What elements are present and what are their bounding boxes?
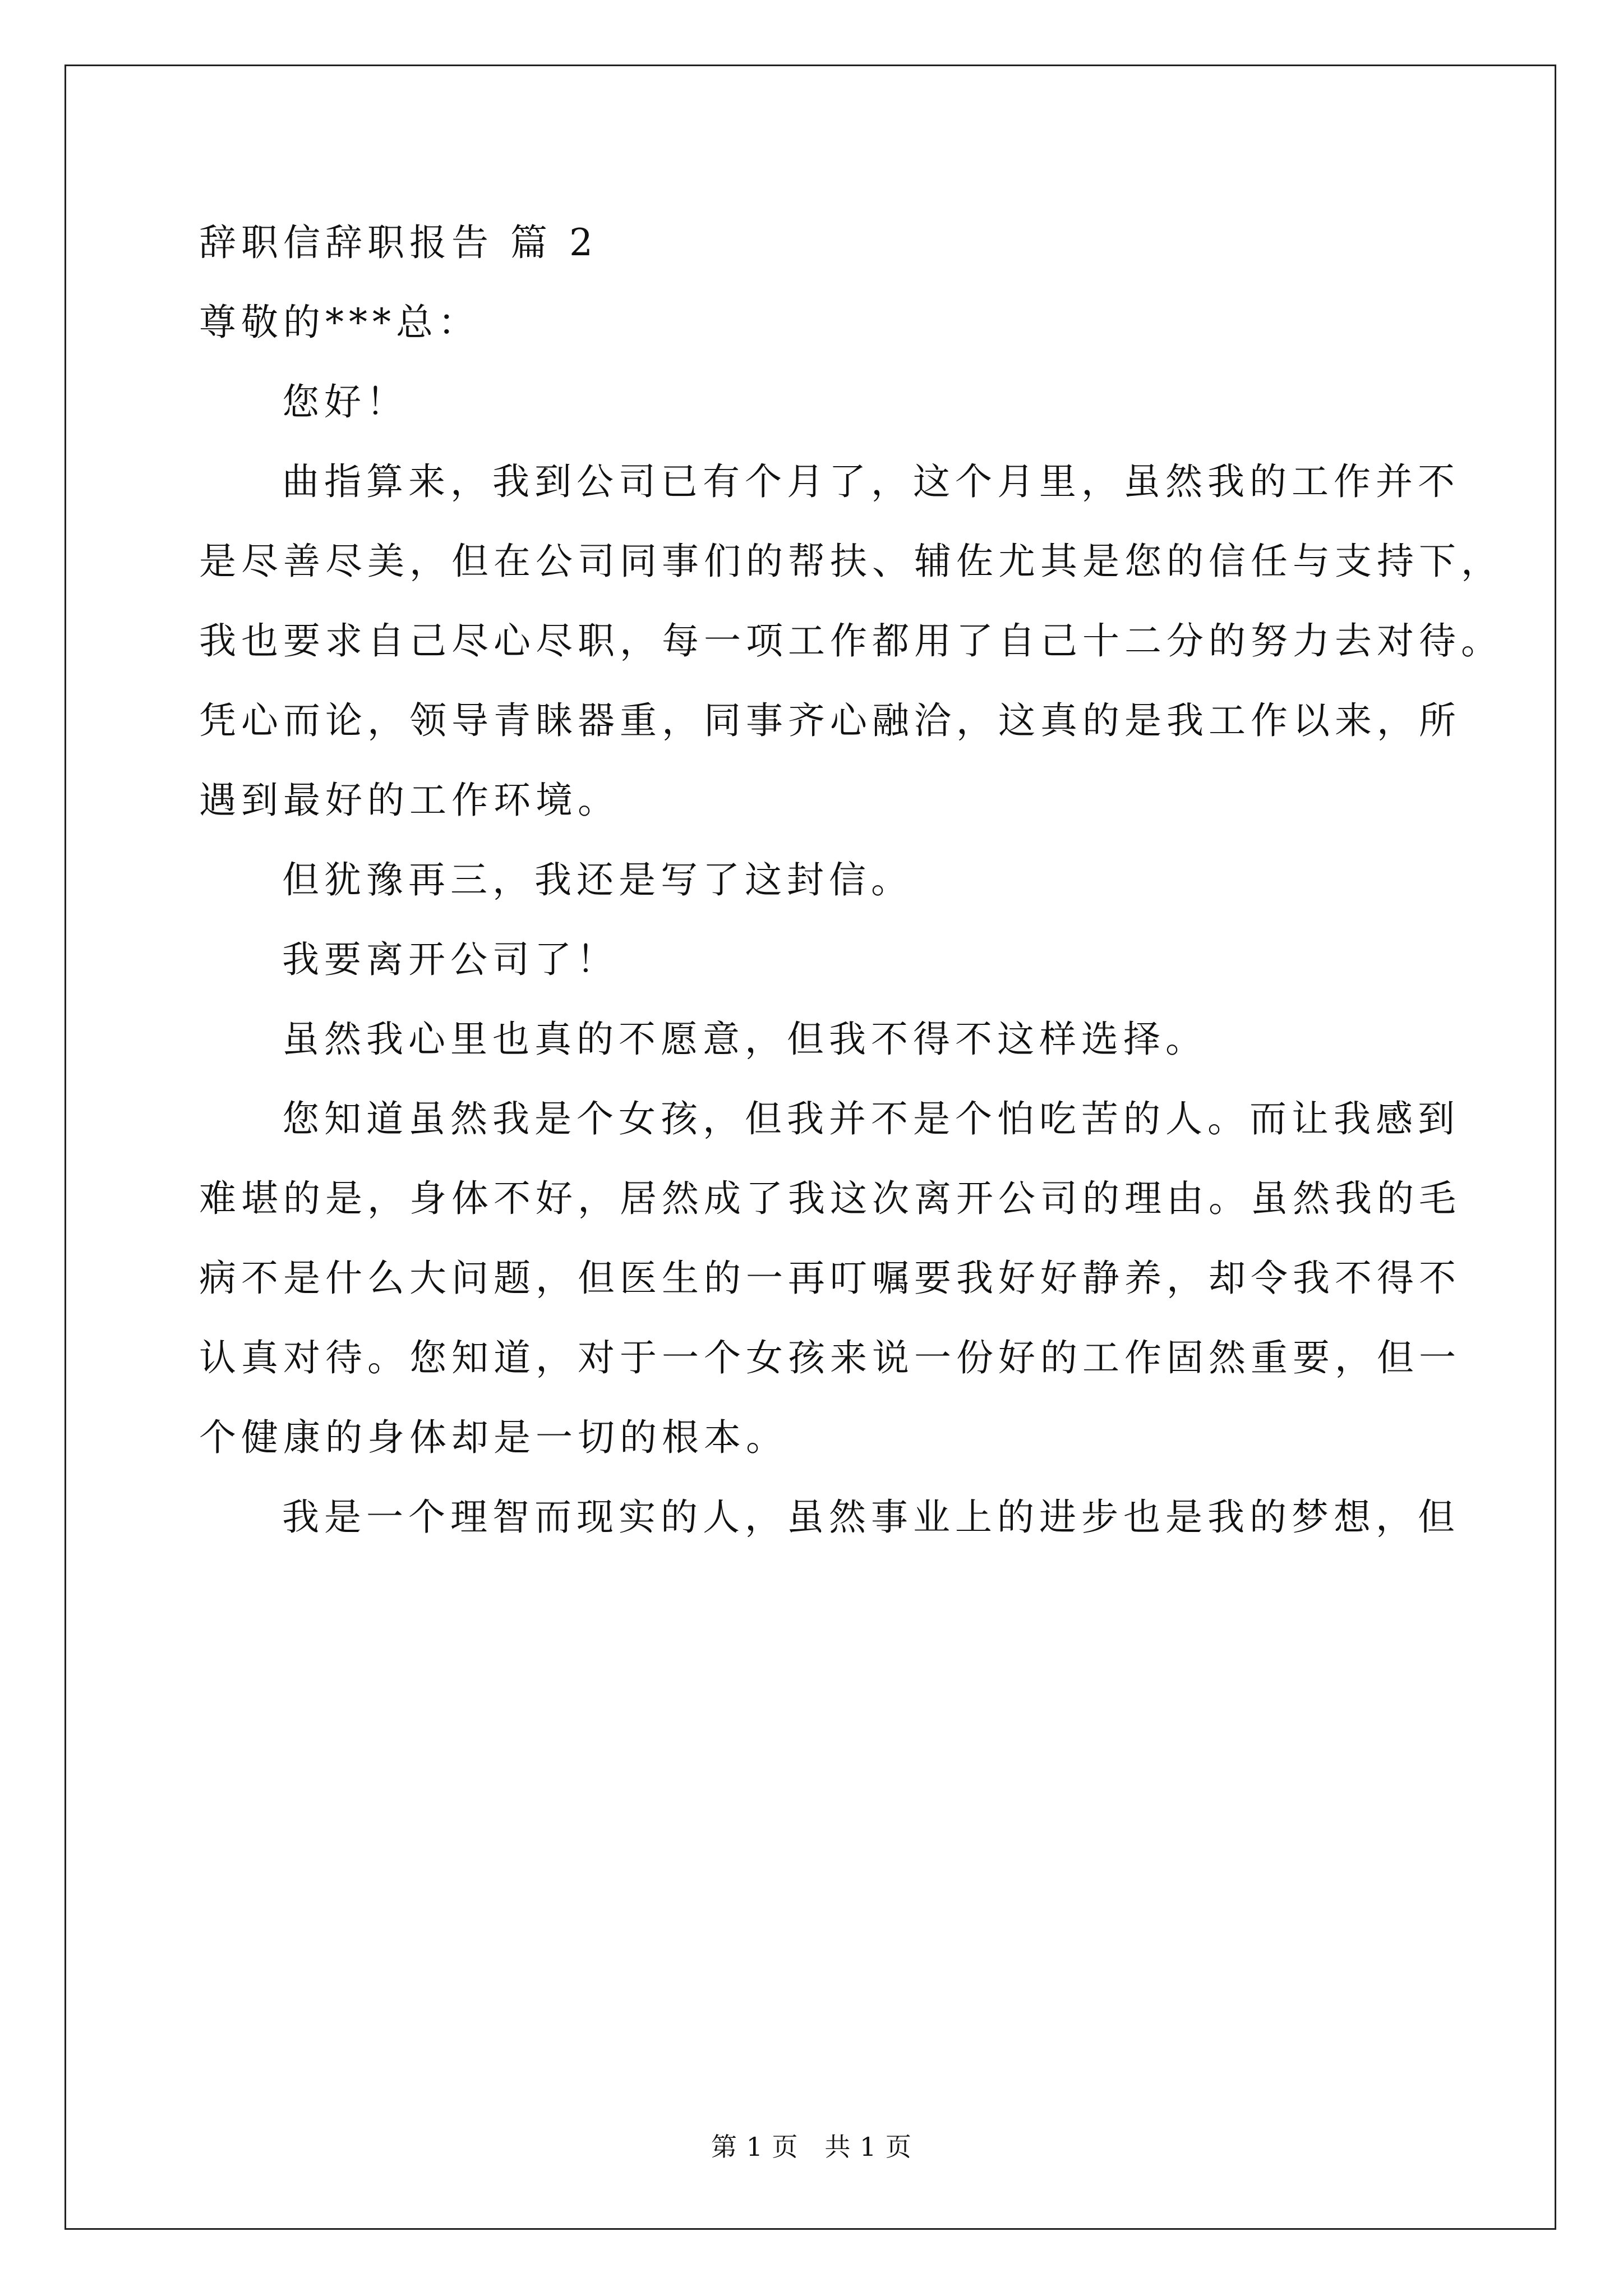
paragraph-line: 虽然我心里也真的不愿意，但我不得不这样选择。 [282,1018,1207,1061]
page-number-footer: 第 1 页 共 1 页 [711,2132,912,2162]
paragraph-line: 您知道虽然我是个女孩，但我并不是个怕吃苦的人。而让我感到 [282,1097,1460,1140]
document-title: 辞职信辞职报告 篇 2 [199,221,598,264]
salutation: 尊敬的***总： [199,301,480,344]
paragraph-line: 个健康的身体却是一切的根本。 [199,1416,788,1459]
paragraph-line: 但犹豫再三，我还是写了这封信。 [282,858,913,901]
paragraph-line: 凭心而论，领导青睐器重，同事齐心融洽，这真的是我工作以来，所 [199,699,1461,742]
paragraph-line: 我是一个理智而现实的人，虽然事业上的进步也是我的梦想，但 [282,1496,1460,1539]
paragraph-line: 是尽善尽美，但在公司同事们的帮扶、辅佐尤其是您的信任与支持下， [199,540,1503,583]
paragraph-line: 难堪的是，身体不好，居然成了我这次离开公司的理由。虽然我的毛 [199,1177,1461,1220]
paragraph-line: 您好！ [282,380,408,424]
paragraph-line: 遇到最好的工作环境。 [199,779,620,822]
paragraph-line: 我要离开公司了！ [282,938,619,981]
paragraph-line: 我也要求自己尽心尽职，每一项工作都用了自己十二分的努力去对待。 [199,619,1503,662]
paragraph-line: 曲指算来，我到公司已有个月了，这个月里，虽然我的工作并不 [282,460,1460,503]
paragraph-line: 病不是什么大问题，但医生的一再叮嘱要我好好静养，却令我不得不 [199,1257,1461,1300]
paragraph-line: 认真对待。您知道，对于一个女孩来说一份好的工作固然重要，但一 [199,1336,1461,1379]
